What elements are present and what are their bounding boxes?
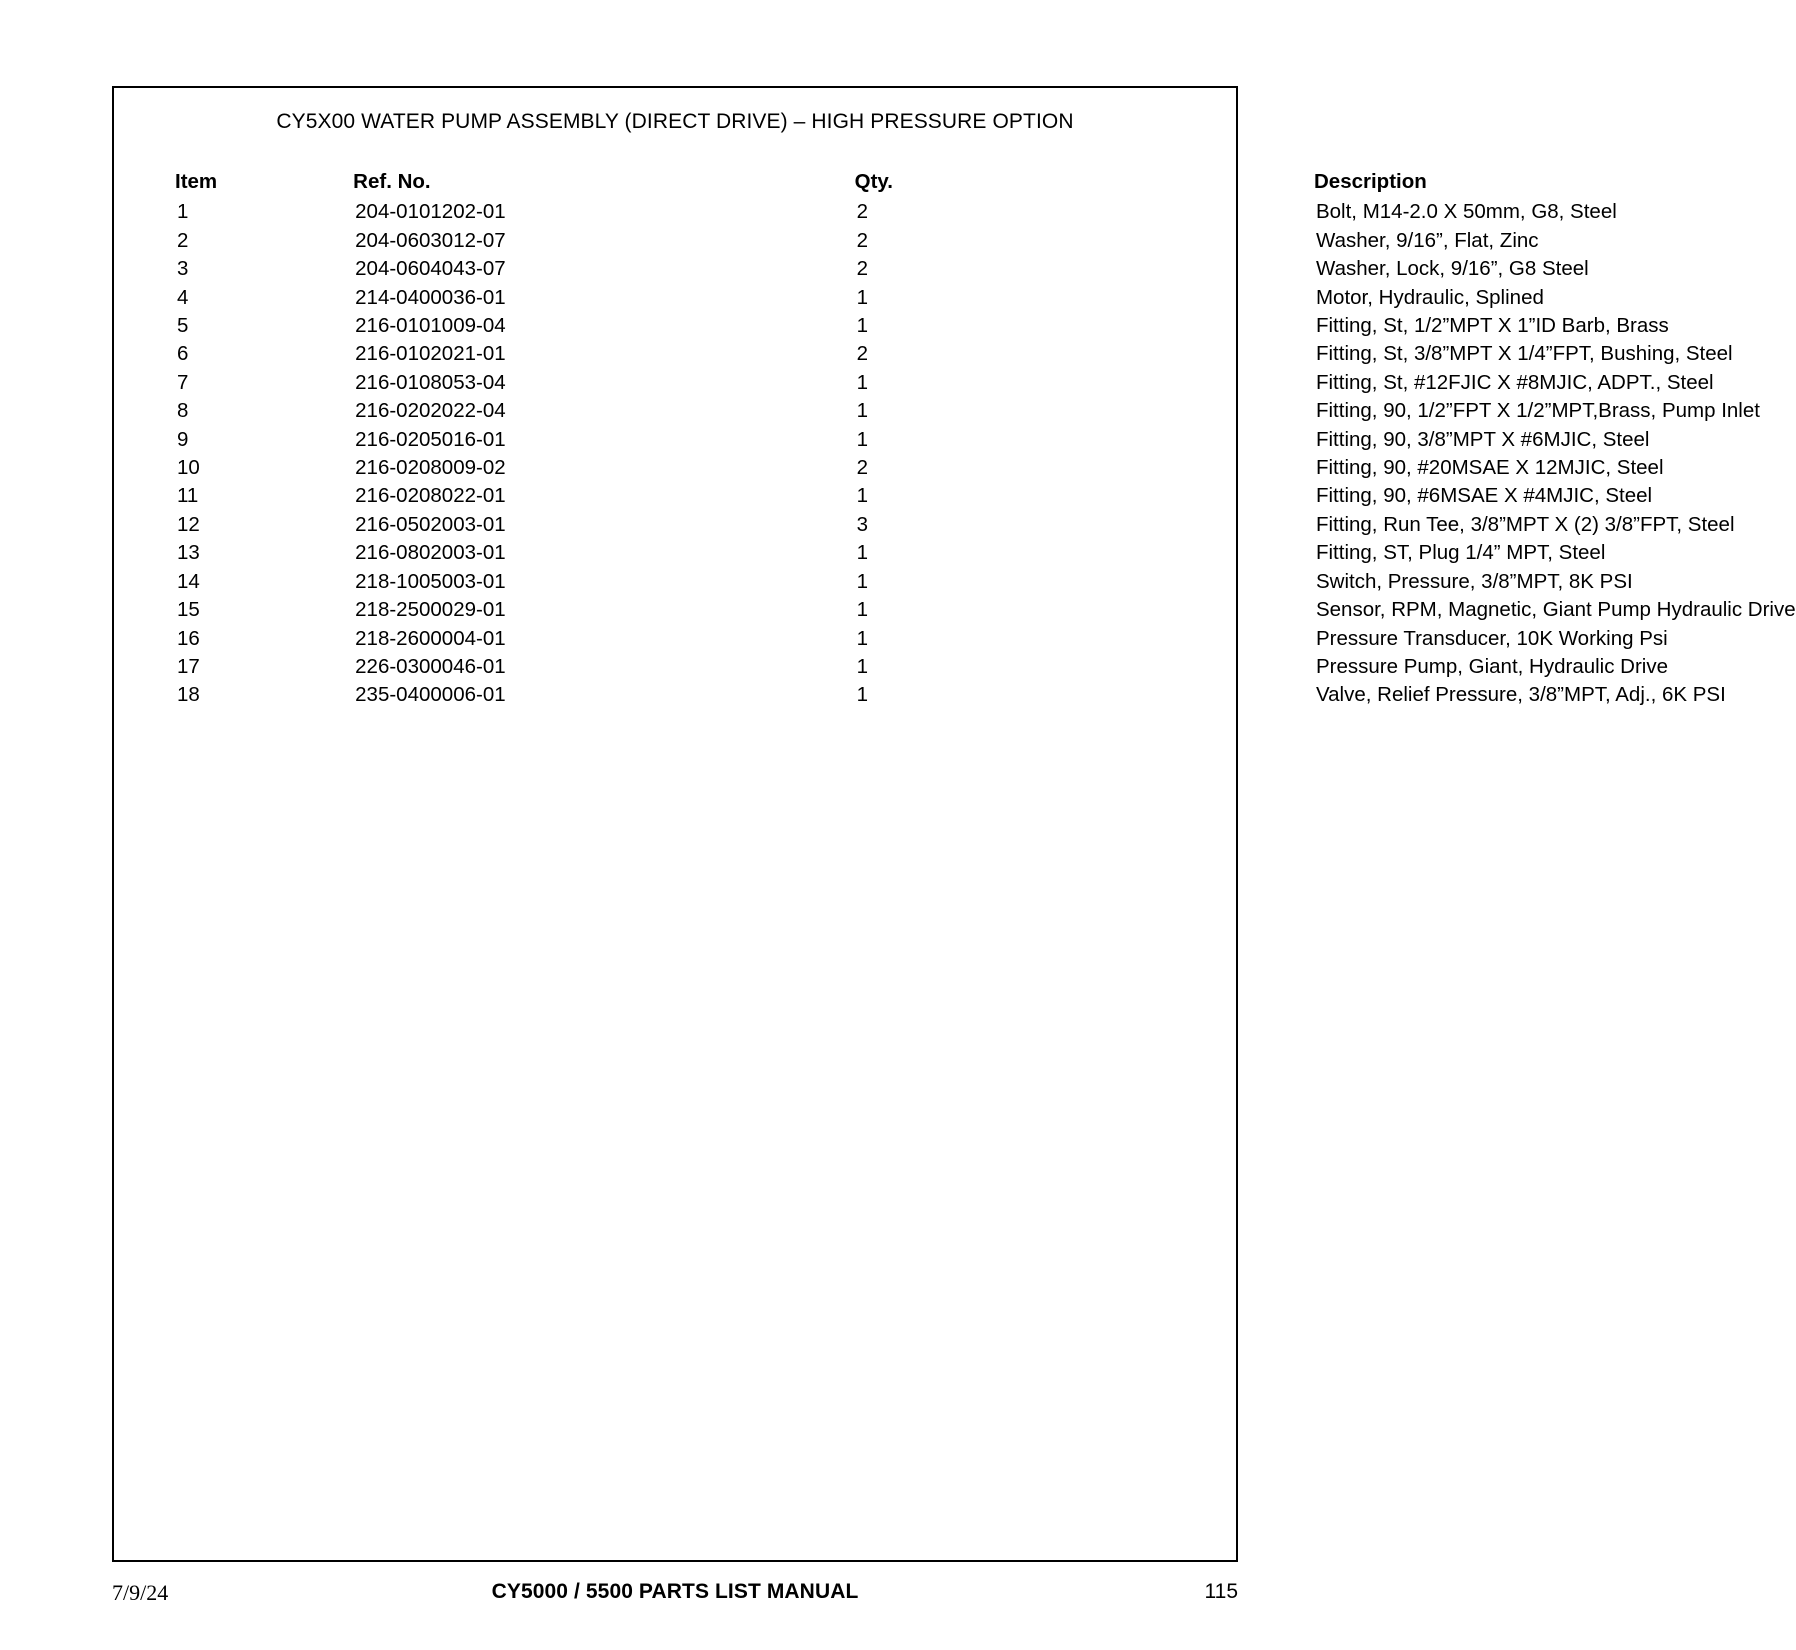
parts-table-header	[114, 168, 1796, 198]
cell-ref-no: 214-0400036-01	[355, 285, 506, 309]
page-content-frame	[112, 86, 1796, 1562]
cell-qty: 1	[856, 654, 869, 678]
cell-qty: 1	[856, 683, 869, 707]
cell-qty: 1	[856, 285, 869, 309]
table-row	[114, 312, 1796, 340]
cell-item: 2	[177, 228, 189, 252]
cell-qty: 1	[856, 569, 869, 593]
table-row	[114, 681, 1796, 709]
table-row	[114, 284, 1796, 312]
assembly-title: CY5X00 WATER PUMP ASSEMBLY (DIRECT DRIVE) – HIGH PRESSURE OPTION	[276, 110, 1074, 133]
cell-item: 1	[177, 200, 189, 224]
cell-description: Bolt, M14-2.0 X 50mm, G8, Steel	[1315, 200, 1617, 224]
cell-description: Motor, Hydraulic, Splined	[1315, 285, 1544, 309]
table-row	[114, 255, 1796, 283]
cell-description: Switch, Pressure, 3/8”MPT, 8K PSI	[1315, 569, 1633, 593]
cell-qty: 1	[856, 427, 869, 451]
cell-description: Washer, Lock, 9/16”, G8 Steel	[1315, 257, 1589, 281]
cell-item: 17	[177, 654, 200, 678]
table-row	[114, 653, 1796, 681]
column-header-description: Description	[1313, 170, 1427, 193]
cell-item: 11	[177, 484, 199, 508]
cell-qty: 2	[856, 200, 869, 224]
cell-ref-no: 216-0101009-04	[355, 314, 506, 338]
cell-ref-no: 216-0208009-02	[355, 456, 506, 480]
cell-description: Fitting, Run Tee, 3/8”MPT X (2) 3/8”FPT, Steel	[1315, 512, 1735, 536]
cell-item: 3	[177, 257, 189, 281]
cell-ref-no: 216-0502003-01	[355, 512, 506, 536]
column-header-ref-no: Ref. No.	[353, 170, 431, 193]
cell-ref-no: 235-0400006-01	[355, 683, 506, 707]
cell-item: 8	[177, 399, 189, 423]
cell-item: 16	[177, 626, 200, 650]
footer-manual-title: CY5000 / 5500 PARTS LIST MANUAL	[491, 1580, 859, 1603]
cell-ref-no: 216-0208022-01	[355, 484, 506, 508]
cell-qty: 2	[856, 228, 869, 252]
table-header-row	[114, 168, 1796, 198]
cell-ref-no: 204-0604043-07	[355, 257, 506, 281]
cell-description: Fitting, 90, #20MSAE X 12MJIC, Steel	[1315, 456, 1664, 480]
cell-description: Pressure Transducer, 10K Working Psi	[1315, 626, 1668, 650]
cell-item: 4	[177, 285, 189, 309]
parts-list-table	[114, 168, 1796, 710]
cell-ref-no: 218-2500029-01	[355, 598, 506, 622]
column-header-qty: Qty.	[854, 170, 893, 193]
cell-qty: 1	[856, 370, 869, 394]
table-row	[114, 369, 1796, 397]
cell-description: Pressure Pump, Giant, Hydraulic Drive	[1315, 654, 1669, 678]
cell-description: Washer, 9/16”, Flat, Zinc	[1315, 228, 1539, 252]
cell-ref-no: 218-1005003-01	[355, 569, 506, 593]
cell-description: Fitting, 90, 1/2”FPT X 1/2”MPT,Brass, Pump Inlet	[1315, 399, 1760, 423]
cell-item: 13	[177, 541, 200, 565]
cell-item: 6	[177, 342, 189, 366]
table-row	[114, 426, 1796, 454]
cell-item: 9	[177, 427, 189, 451]
cell-description: Fitting, St, #12FJIC X #8MJIC, ADPT., Steel	[1315, 370, 1714, 394]
cell-qty: 3	[856, 512, 869, 536]
cell-qty: 2	[856, 342, 869, 366]
cell-description: Fitting, 90, #6MSAE X #4MJIC, Steel	[1315, 484, 1653, 508]
cell-description: Fitting, St, 1/2”MPT X 1”ID Barb, Brass	[1315, 314, 1669, 338]
table-row	[114, 625, 1796, 653]
cell-qty: 1	[856, 541, 869, 565]
cell-qty: 1	[856, 598, 869, 622]
cell-item: 12	[177, 512, 200, 536]
cell-ref-no: 216-0108053-04	[355, 370, 506, 394]
cell-item: 15	[177, 598, 200, 622]
cell-qty: 1	[856, 314, 869, 338]
table-row	[114, 340, 1796, 368]
cell-description: Fitting, St, 3/8”MPT X 1/4”FPT, Bushing, Steel	[1315, 342, 1733, 366]
cell-ref-no: 226-0300046-01	[355, 654, 506, 678]
table-row	[114, 227, 1796, 255]
cell-ref-no: 216-0102021-01	[355, 342, 506, 366]
cell-ref-no: 216-0205016-01	[355, 427, 506, 451]
table-row	[114, 198, 1796, 226]
page-footer	[112, 1580, 1238, 1620]
cell-description: Sensor, RPM, Magnetic, Giant Pump Hydraulic Drive	[1315, 598, 1796, 622]
table-row	[114, 397, 1796, 425]
cell-description: Valve, Relief Pressure, 3/8”MPT, Adj., 6K PSI	[1315, 683, 1726, 707]
cell-qty: 1	[856, 484, 869, 508]
cell-qty: 1	[856, 399, 869, 423]
cell-item: 18	[177, 683, 200, 707]
parts-table-body	[114, 198, 1796, 709]
cell-item: 7	[177, 370, 189, 394]
cell-ref-no: 216-0802003-01	[355, 541, 506, 565]
cell-qty: 2	[856, 257, 869, 281]
footer-page-number: 115	[1204, 1580, 1238, 1603]
table-row	[114, 568, 1796, 596]
cell-ref-no: 216-0202022-04	[355, 399, 506, 423]
cell-ref-no: 218-2600004-01	[355, 626, 506, 650]
cell-ref-no: 204-0101202-01	[355, 200, 506, 224]
cell-qty: 1	[856, 626, 869, 650]
table-row	[114, 539, 1796, 567]
cell-qty: 2	[856, 456, 869, 480]
table-row	[114, 482, 1796, 510]
table-row	[114, 511, 1796, 539]
cell-item: 14	[177, 569, 200, 593]
table-row	[114, 454, 1796, 482]
cell-item: 10	[177, 456, 200, 480]
footer-revision-date: 7/9/24	[112, 1580, 169, 1605]
cell-description: Fitting, ST, Plug 1/4” MPT, Steel	[1315, 541, 1606, 565]
cell-ref-no: 204-0603012-07	[355, 228, 506, 252]
cell-description: Fitting, 90, 3/8”MPT X #6MJIC, Steel	[1315, 427, 1650, 451]
column-header-item: Item	[175, 170, 218, 193]
table-row	[114, 596, 1796, 624]
cell-item: 5	[177, 314, 189, 338]
